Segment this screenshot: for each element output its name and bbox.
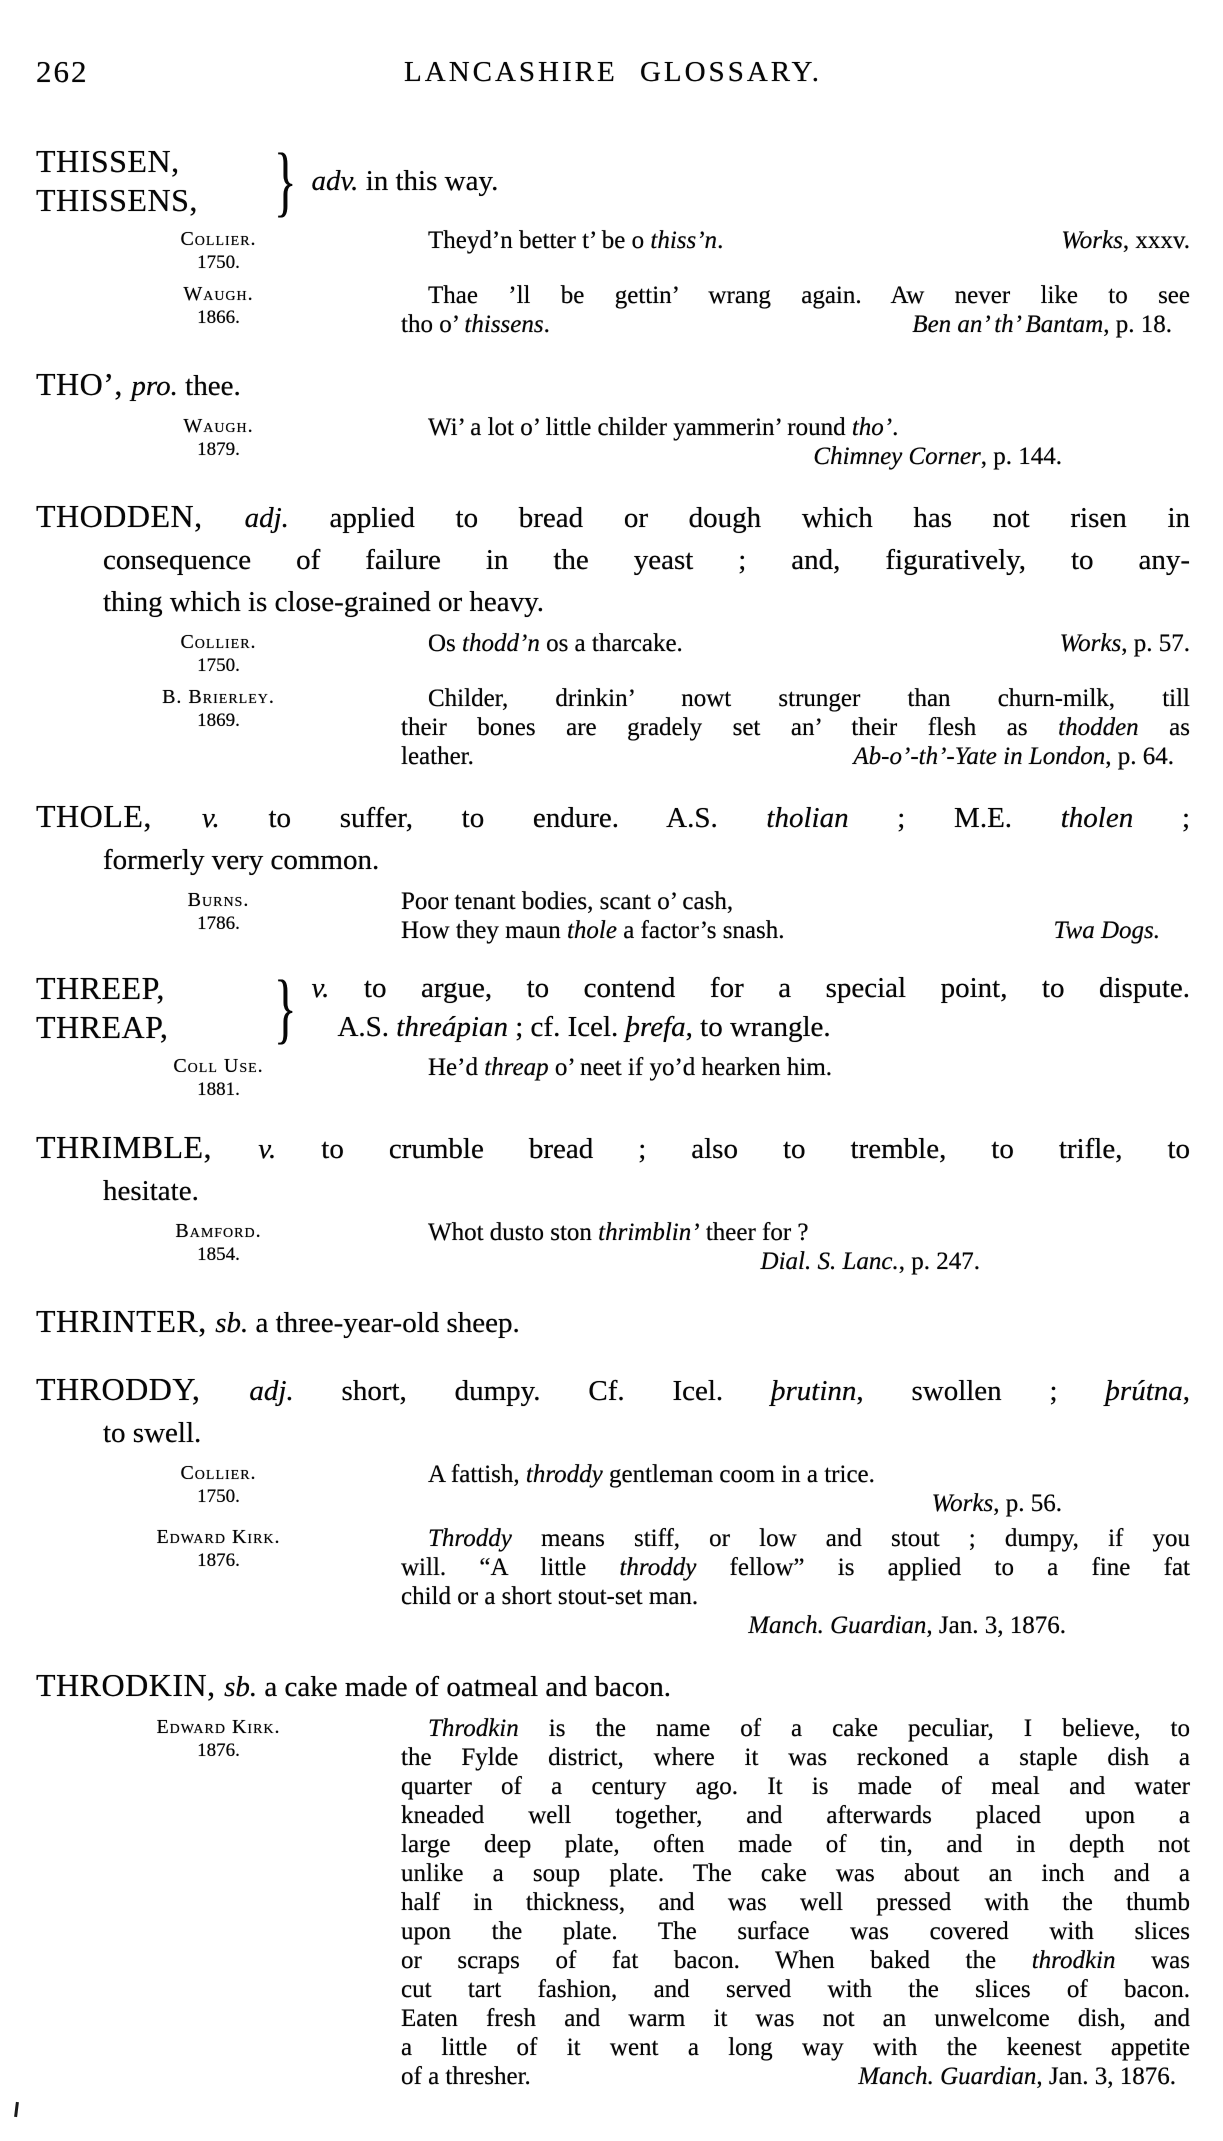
- quote-column: [401, 629, 1190, 678]
- italic-term: þrefa: [625, 1011, 686, 1043]
- text-run: was: [1115, 1947, 1190, 1974]
- text-run: as: [1138, 714, 1190, 741]
- citation-ref: [932, 1489, 1190, 1518]
- text-run: ; M.E.: [848, 802, 1061, 834]
- citation-ref: [813, 442, 1190, 471]
- quote-line: [401, 742, 1190, 771]
- headword: THRODKIN,: [36, 1667, 225, 1703]
- quote-line: [401, 1053, 1190, 1082]
- text-run: , to wrangle.: [685, 1011, 831, 1043]
- text-run: a three-year-old sheep.: [248, 1307, 520, 1339]
- italic-term: adj.: [249, 1375, 294, 1407]
- headword: THREAP,: [36, 1009, 169, 1045]
- entry-tho: [36, 363, 1190, 471]
- citation-year: 1750.: [197, 252, 240, 273]
- text-run: He’d: [428, 1054, 485, 1081]
- italic-term: thodden: [1058, 714, 1139, 741]
- definition-line: [311, 969, 1190, 1008]
- entry-thodden: [36, 495, 1190, 771]
- text-run: .: [892, 414, 899, 441]
- citation-label: [36, 413, 401, 471]
- text-run: quarter of a century ago. It is made of meal and water: [401, 1773, 1190, 1800]
- entries-container: [36, 137, 1191, 2091]
- italic-term: tholen: [1060, 802, 1134, 834]
- text-run: Childer, drinkin’ nowt strunger than churn-milk, till: [428, 685, 1190, 712]
- quote-line: [401, 2033, 1190, 2062]
- citation-year: 1881.: [197, 1079, 240, 1100]
- citation: [36, 887, 1190, 945]
- citation-label: [36, 1053, 401, 1102]
- citation-source: Collier.: [180, 228, 257, 250]
- headword: THODDEN,: [36, 498, 245, 534]
- text-run: Os: [428, 630, 463, 657]
- citation-source: Collier.: [180, 631, 257, 653]
- quote-line: [401, 1524, 1190, 1553]
- text-run: , swollen ;: [856, 1375, 1106, 1407]
- citation: [36, 281, 1190, 339]
- definition-line: [36, 363, 1190, 407]
- definition-line: [36, 795, 1190, 839]
- italic-term: Ben an’ th’ Bantam: [912, 311, 1104, 338]
- italic-term: sb.: [224, 1671, 258, 1703]
- text-run: to crumble bread ; also to tremble, to trifle, to: [276, 1133, 1190, 1165]
- text-run: unlike a soup plate. The cake was about an inch and a: [401, 1860, 1190, 1887]
- italic-term: Throddy: [428, 1525, 512, 1552]
- entry-thissen: [36, 137, 1190, 339]
- quote-column: [401, 1460, 1190, 1518]
- italic-term: sb.: [215, 1307, 249, 1339]
- brace-icon: }: [274, 137, 297, 224]
- text-run: os a tharcake.: [539, 630, 683, 657]
- text-run: to suffer, to endure. A.S.: [219, 802, 767, 834]
- headword: THREEP,: [36, 970, 165, 1006]
- text-run: tho o’: [401, 311, 465, 338]
- headword: THISSEN,: [36, 143, 180, 179]
- text-run: of a thresher.: [401, 2063, 531, 2090]
- definition-line: [36, 1664, 1190, 1708]
- text-run: applied to bread or dough which has not risen in: [288, 502, 1190, 534]
- citation-ref: [1053, 916, 1190, 945]
- citation-label: [36, 629, 401, 678]
- citation-year: 1876.: [197, 1550, 240, 1571]
- headword: THRODDY,: [36, 1371, 250, 1407]
- headword: THO’,: [36, 366, 132, 402]
- italic-term: thiss’n: [650, 227, 718, 254]
- quote-line: [401, 2004, 1190, 2033]
- text-run: Whot dusto ston: [428, 1219, 599, 1246]
- text-run: consequence of failure in the yeast ; and, figuratively, to any-: [103, 544, 1190, 576]
- quote-column: [401, 1218, 1190, 1276]
- italic-term: Works: [931, 1490, 994, 1517]
- text-run: thee.: [177, 370, 241, 402]
- quote-column: [401, 1524, 1190, 1640]
- text-run: gentleman coom in a trice.: [602, 1461, 875, 1488]
- citation-source: Waugh.: [183, 415, 254, 437]
- quote-line: [401, 1582, 1190, 1611]
- headword-column: [36, 969, 274, 1047]
- italic-term: adv.: [311, 164, 359, 197]
- text-run: ;: [1133, 802, 1191, 834]
- italic-term: Works: [1059, 630, 1122, 657]
- quote-line: [401, 1801, 1190, 1830]
- text-run: theer for ?: [699, 1219, 809, 1246]
- definition-line: [36, 1368, 1190, 1412]
- headword: THRIMBLE,: [36, 1129, 259, 1165]
- definition-line: [36, 1300, 1190, 1344]
- text-run: Wi’ a lot o’ little childer yammerin’ round: [428, 414, 852, 441]
- definition-line: [103, 839, 1190, 881]
- italic-term: Dial. S. Lanc.: [760, 1248, 899, 1275]
- citation: [36, 226, 1190, 275]
- headword: THISSENS,: [36, 182, 198, 218]
- definition-line: [103, 1412, 1190, 1454]
- quote-column: [401, 226, 1190, 275]
- quote-column: [401, 887, 1190, 945]
- citation: [36, 413, 1190, 471]
- italic-term: thissens: [464, 311, 544, 338]
- citation-year: 1876.: [197, 1740, 240, 1761]
- text-run: , p. 56.: [993, 1490, 1062, 1517]
- quote-column: [401, 281, 1190, 339]
- quote-line: [401, 1917, 1190, 1946]
- text-run: child or a short stout-set man.: [401, 1583, 699, 1610]
- italic-term: threápian: [396, 1011, 508, 1043]
- entry-thole: [36, 795, 1190, 945]
- italic-term: tho’: [851, 414, 893, 441]
- text-run: a factor’s snash.: [616, 917, 785, 944]
- italic-term: adj.: [244, 502, 289, 534]
- text-run: A.S.: [337, 1011, 397, 1043]
- citation-source: Burns.: [187, 889, 250, 911]
- text-run: to swell.: [103, 1417, 202, 1449]
- italic-term: pro.: [131, 370, 178, 402]
- headword: THOLE,: [36, 798, 202, 834]
- text-run: Thae ’ll be gettin’ wrang again. Aw never like to see: [428, 282, 1190, 309]
- italic-term: Manch. Guardian: [748, 1612, 927, 1639]
- text-run: or scraps of fat bacon. When baked the: [401, 1947, 1032, 1974]
- text-run: upon the plate. The surface was covered with slices: [401, 1918, 1190, 1945]
- italic-term: Manch. Guardian: [858, 2063, 1037, 2090]
- italic-term: thole: [566, 917, 617, 944]
- text-run: half in thickness, and was well pressed with the thumb: [401, 1889, 1190, 1916]
- text-run: , p. 64.: [1105, 743, 1174, 770]
- italic-term: Works: [1061, 227, 1123, 254]
- quote-line: [401, 684, 1190, 713]
- citation-source: Edward Kirk.: [156, 1716, 281, 1738]
- text-run: , xxxv.: [1122, 227, 1190, 254]
- quote-line: [401, 226, 1190, 255]
- text-run: , p. 18.: [1103, 311, 1172, 338]
- italic-term: þrutinn: [770, 1375, 857, 1407]
- text-run: means stiff, or low and stout ; dumpy, if you: [511, 1525, 1190, 1552]
- page-title: LANCASHIRE GLOSSARY.: [404, 56, 822, 88]
- brace-group: [36, 964, 1190, 1051]
- citation-label: [36, 1460, 401, 1518]
- quote-line: [401, 887, 1190, 916]
- text-run: Theyd’n better t’ be o: [428, 227, 651, 254]
- citation-source: Waugh.: [183, 283, 254, 305]
- text-run: o’ neet if yo’d hearken him.: [548, 1054, 833, 1081]
- italic-term: v.: [311, 972, 330, 1004]
- citation-year: 1750.: [197, 655, 240, 676]
- citation: [36, 684, 1190, 771]
- citation-year: 1869.: [197, 710, 240, 731]
- text-run: How they maun: [401, 917, 567, 944]
- quote-line: [401, 413, 1190, 442]
- quote-line: [401, 629, 1190, 658]
- text-run: a little of it went a long way with the keenest appetite: [401, 2034, 1190, 2061]
- quote-line: [401, 1946, 1190, 1975]
- text-run: cut tart fashion, and served with the slices of bacon.: [401, 1976, 1190, 2003]
- definition-line: [311, 162, 1190, 201]
- quote-line: [401, 916, 1190, 945]
- quote-line: [401, 1888, 1190, 1917]
- definition-line: [337, 1008, 1216, 1047]
- entry-thrimble: [36, 1126, 1190, 1276]
- quote-column: [401, 684, 1190, 771]
- italic-term: þrútna: [1105, 1375, 1183, 1407]
- quote-line: [401, 1859, 1190, 1888]
- italic-term: thrimblin’: [598, 1219, 700, 1246]
- text-run: , Jan. 3, 1876.: [1036, 2063, 1176, 2090]
- definition-column: [311, 142, 1190, 220]
- text-run: kneaded well together, and afterwards placed upon a: [401, 1802, 1190, 1829]
- text-run: large deep plate, often made of tin, and in depth not: [401, 1831, 1190, 1858]
- citation-year: 1854.: [197, 1244, 240, 1265]
- quote-line: [401, 1830, 1190, 1859]
- citation-label: [36, 1524, 401, 1640]
- citation-ref: [748, 1611, 1190, 1640]
- definition-line: [36, 1126, 1190, 1170]
- italic-term: throddy: [525, 1461, 603, 1488]
- brace-group: [36, 137, 1190, 224]
- quote-line: [401, 310, 1190, 339]
- citation-label: [36, 887, 401, 945]
- italic-term: Throdkin: [428, 1715, 519, 1742]
- text-run: .: [717, 227, 724, 254]
- brace-icon: }: [274, 964, 297, 1051]
- citation-year: 1786.: [197, 913, 240, 934]
- quote-column: [401, 1053, 1190, 1102]
- text-run: short, dumpy. Cf. Icel.: [293, 1375, 771, 1407]
- definition-line: [103, 539, 1190, 581]
- quote-line: [401, 2062, 1190, 2091]
- text-run: , p. 57.: [1121, 630, 1190, 657]
- citation: [36, 1524, 1190, 1640]
- citation-source: Collier.: [180, 1462, 257, 1484]
- citation-year: 1879.: [197, 439, 240, 460]
- citation-ref: [912, 310, 1190, 339]
- italic-term: Chimney Corner: [813, 443, 981, 470]
- entry-throdkin: [36, 1664, 1190, 2091]
- italic-term: tholian: [766, 802, 849, 834]
- quote-line: [401, 1743, 1190, 1772]
- citation-ref: [1033, 629, 1190, 658]
- text-run: their bones are gradely set an’ their flesh as: [401, 714, 1059, 741]
- text-run: thing which is close-grained or heavy.: [103, 586, 545, 618]
- italic-term: v.: [201, 802, 220, 834]
- citation-source: Bamford.: [175, 1220, 262, 1242]
- headword-column: [36, 142, 274, 220]
- ink-stray-mark: [14, 2102, 19, 2117]
- quote-line: [401, 713, 1190, 742]
- citation: [36, 1218, 1190, 1276]
- citation-source: B. Brierley.: [162, 686, 275, 708]
- text-run: ,: [1182, 1375, 1190, 1407]
- text-run: .: [543, 311, 550, 338]
- citation-label: [36, 226, 401, 275]
- citation-label: [36, 281, 401, 339]
- text-run: , p. 247.: [898, 1248, 980, 1275]
- italic-term: threap: [484, 1054, 549, 1081]
- quote-line: [401, 1460, 1190, 1489]
- citation: [36, 1460, 1190, 1518]
- text-run: Eaten fresh and warm it was not an unwelcome dish, and: [401, 2005, 1190, 2032]
- entry-threep: [36, 964, 1190, 1102]
- text-run: , p. 144.: [980, 443, 1062, 470]
- italic-term: throdkin: [1031, 1947, 1116, 1974]
- italic-term: throddy: [619, 1554, 697, 1581]
- quote-line: [401, 281, 1190, 310]
- citation-source: Edward Kirk.: [156, 1526, 281, 1548]
- citation-source: Coll Use.: [173, 1055, 264, 1077]
- quote-line: [401, 1714, 1190, 1743]
- quote-column: [401, 1714, 1190, 2091]
- text-run: A fattish,: [428, 1461, 526, 1488]
- citation: [36, 1053, 1190, 1102]
- citation-year: 1750.: [197, 1486, 240, 1507]
- text-run: fellow” is applied to a fine fat: [696, 1554, 1190, 1581]
- text-run: formerly very common.: [103, 844, 380, 876]
- definition-column: [311, 969, 1190, 1047]
- entry-throddy: [36, 1368, 1190, 1640]
- text-run: Poor tenant bodies, scant o’ cash,: [401, 888, 734, 915]
- text-run: is the name of a cake peculiar, I believe, to: [518, 1715, 1190, 1742]
- headword: THRINTER,: [36, 1303, 216, 1339]
- italic-term: thodd’n: [462, 630, 540, 657]
- text-run: , Jan. 3, 1876.: [926, 1612, 1066, 1639]
- italic-term: v.: [258, 1133, 277, 1165]
- quote-line: [401, 1218, 1190, 1247]
- citation-ref: [1034, 226, 1190, 255]
- citation-label: [36, 684, 401, 771]
- text-run: ; cf. Icel.: [507, 1011, 626, 1043]
- text-run: to argue, to contend for a special point, to dispute.: [329, 972, 1190, 1004]
- quote-line: [401, 1772, 1190, 1801]
- citation-label: [36, 1218, 401, 1276]
- text-run: the Fylde district, where it was reckoned a staple dish a: [401, 1744, 1190, 1771]
- text-run: will. “A little: [401, 1554, 620, 1581]
- text-run: in this way.: [358, 164, 499, 197]
- definition-line: [103, 581, 1190, 623]
- text-run: leather.: [401, 743, 474, 770]
- page-header: [36, 54, 1190, 98]
- citation: [36, 1714, 1190, 2091]
- definition-line: [36, 495, 1190, 539]
- page-number: 262: [36, 54, 89, 89]
- citation-year: 1866.: [197, 307, 240, 328]
- text-run: a cake made of oatmeal and bacon.: [257, 1671, 671, 1703]
- citation-ref: [761, 1247, 1190, 1276]
- text-run: hesitate.: [103, 1175, 199, 1207]
- italic-term: Twa Dogs.: [1053, 917, 1160, 944]
- quote-line: [401, 1553, 1190, 1582]
- quote-line: [401, 1975, 1190, 2004]
- quote-column: [401, 413, 1190, 471]
- entry-thrinter: [36, 1300, 1190, 1344]
- citation: [36, 629, 1190, 678]
- citation-ref: [853, 742, 1190, 771]
- italic-term: Ab-o’-th’-Yate in London: [853, 743, 1106, 770]
- citation-label: [36, 1714, 401, 2091]
- citation-ref: [858, 2062, 1190, 2091]
- definition-line: [103, 1170, 1190, 1212]
